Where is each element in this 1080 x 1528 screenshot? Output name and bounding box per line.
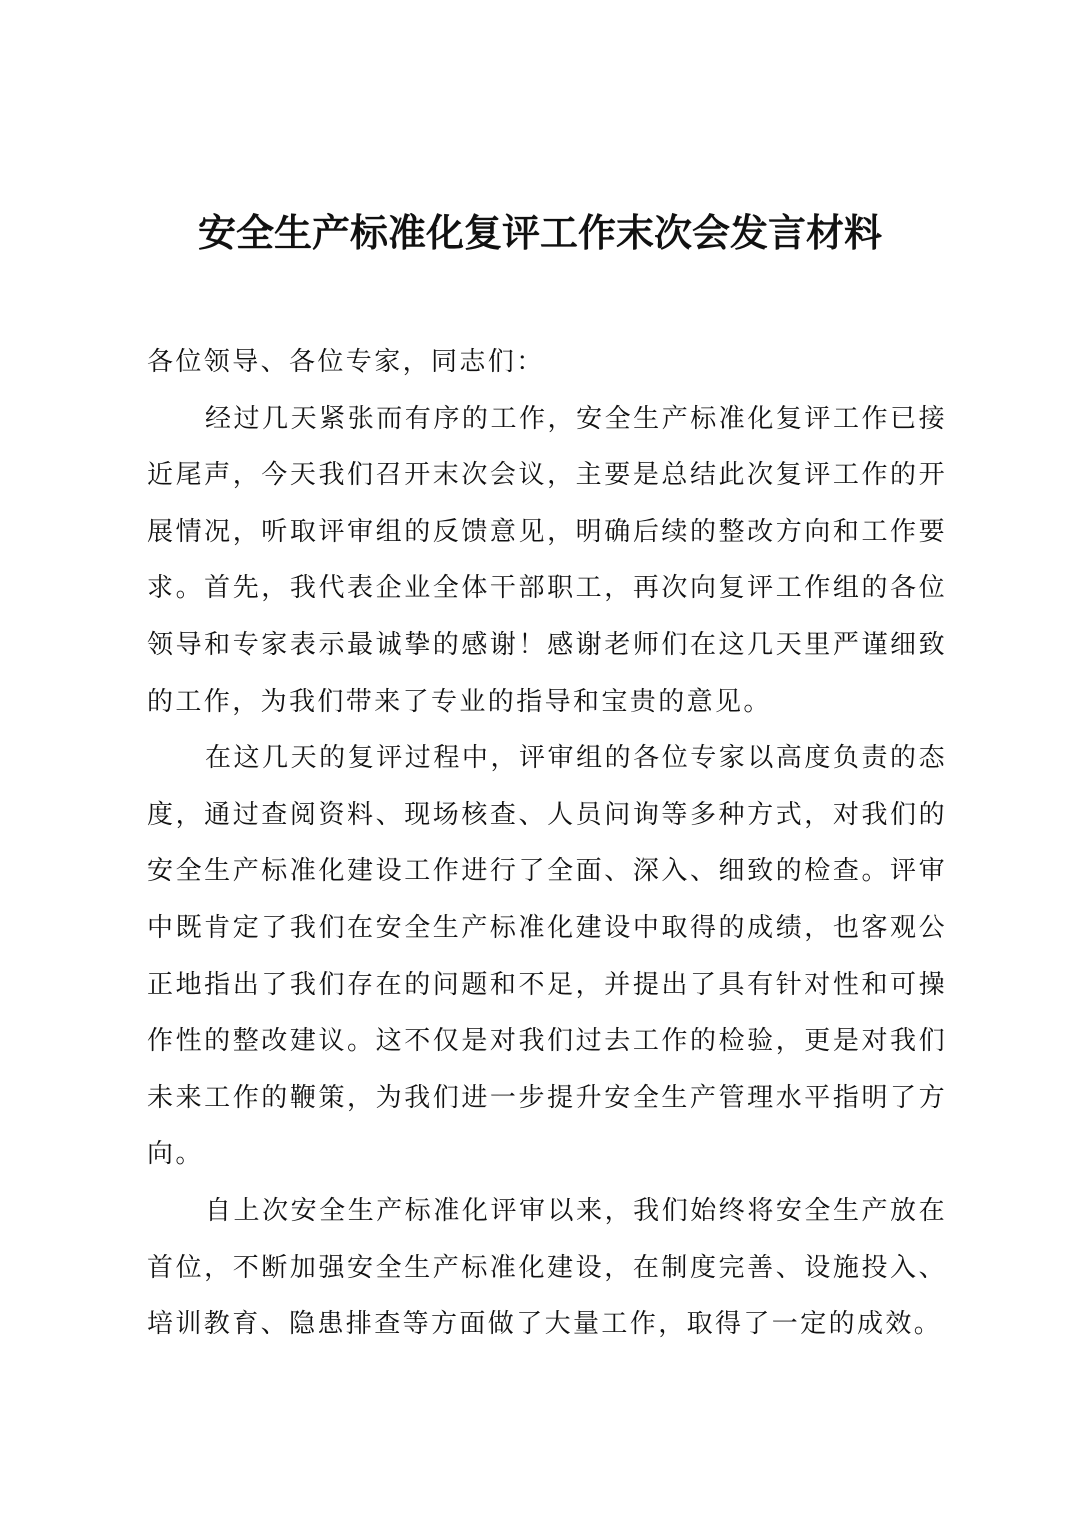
paragraph-3: 自上次安全生产标准化评审以来，我们始终将安全生产放在首位，不断加强安全生产标准化建设，在制度完善、设施投入、培训教育、隐患排查等方面做了大量工作，取得了一定的成效。 [147,1195,947,1340]
salutation: 各位领导、各位专家，同志们： [147,347,545,377]
paragraph-1: 经过几天紧张而有序的工作，安全生产标准化复评工作已接近尾声，今天我们召开末次会议，主要是总结此次复评工作的开展情况，听取评审组的反馈意见，明确后续的整改方向和工作要求。首先，我代表企业全体干部职工，再次向复评工作组的各位领导和专家表示最诚挚的感谢！感谢老师们在这几天里严谨细致的工作，为我们带来了专业的指导和宝贵的意见。 [147,403,947,717]
paragraph-2: 在这几天的复评过程中，评审组的各位专家以高度负责的态度，通过查阅资料、现场核查、人员问询等多种方式，对我们的安全生产标准化建设工作进行了全面、深入、细致的检查。评审中既肯定了我们在安全生产标准化建设中取得的成绩，也客观公正地指出了我们存在的问题和不足，并提出了具有针对性和可操作性的整改建议。这不仅是对我们过去工作的检验，更是对我们未来工作的鞭策，为我们进一步提升安全生产管理水平指明了方向。 [147,743,947,1170]
document-title: 安全生产标准化复评工作末次会发言材料 [197,210,882,255]
document-body [147,334,947,1353]
